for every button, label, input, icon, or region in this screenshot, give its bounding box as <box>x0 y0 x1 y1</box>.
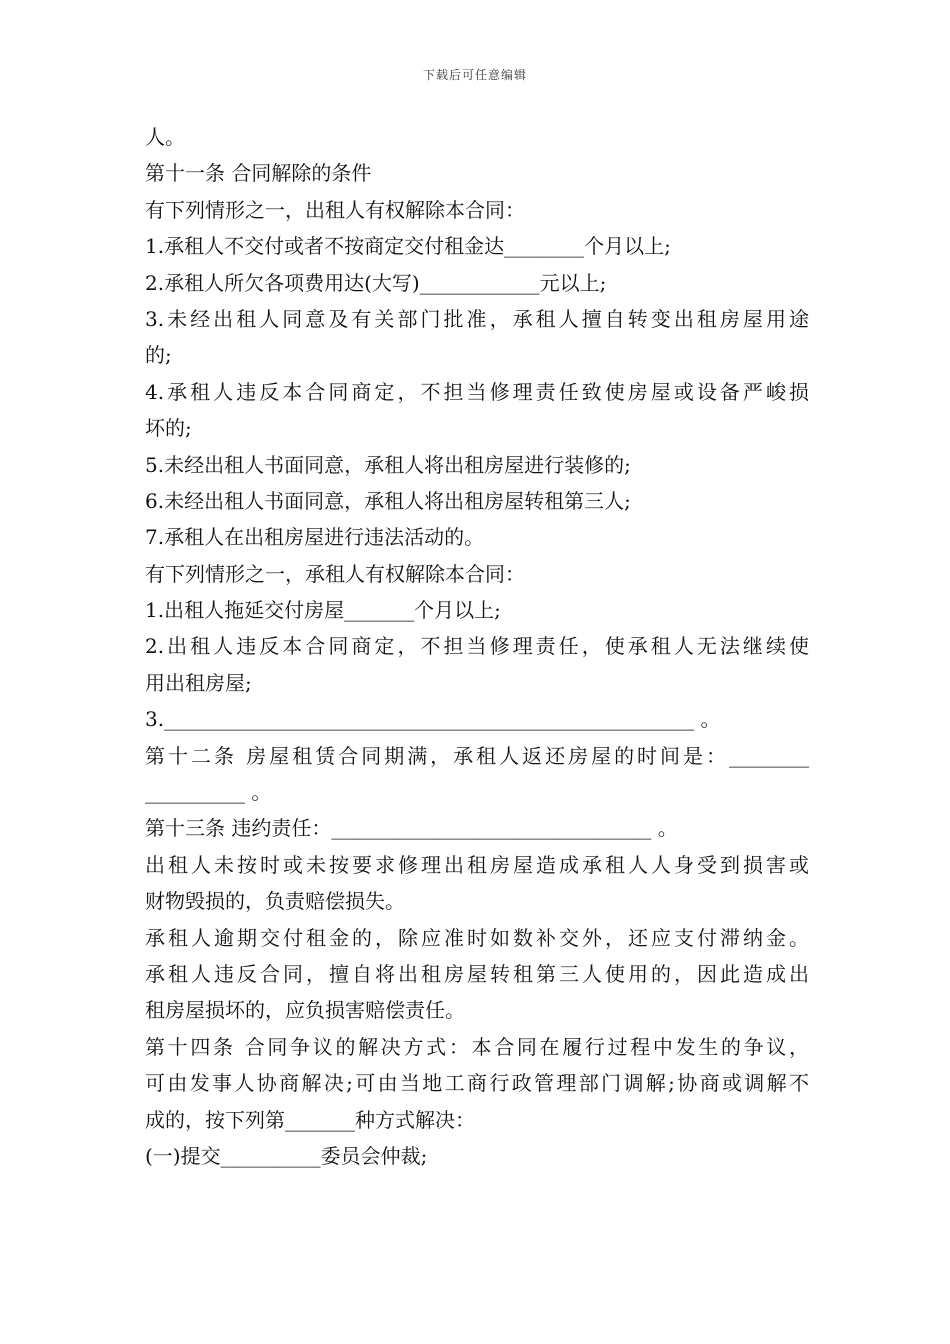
document-line: 5.未经出租人书面同意，承租人将出租房屋进行装修的; <box>145 452 631 477</box>
document-body <box>145 119 809 1174</box>
document-line: 第十四条 合同争议的解决方式：本合同在履行过程中发生的争议， <box>145 1034 809 1059</box>
document-line: 财物毁损的，负责赔偿损失。 <box>145 889 405 914</box>
page-header: 下载后可任意编辑 <box>422 68 527 82</box>
document-line: 可由发事人协商解决;可由当地工商行政管理部门调解;协商或调解不 <box>145 1071 809 1096</box>
document-line: 有下列情形之一，出租人有权解除本合同： <box>145 197 525 222</box>
document-line: __________ 。 <box>145 780 272 805</box>
document-line: 有下列情形之一，承租人有权解除本合同： <box>145 561 525 586</box>
document-line: 租房屋损坏的，应负损害赔偿责任。 <box>145 998 465 1023</box>
document-line: 承租人逾期交付租金的，除应准时如数补交外，还应支付滞纳金。 <box>145 925 809 950</box>
document-line: 承租人违反合同，擅自将出租房屋转租第三人使用的，因此造成出 <box>145 961 809 986</box>
document-line: (一)提交__________委员会仲裁; <box>145 1143 428 1168</box>
document-line: 坏的; <box>145 416 192 441</box>
document-line: 第十二条 房屋租赁合同期满，承租人返还房屋的时间是：________ <box>145 743 809 768</box>
document-line: 1.出租人拖延交付房屋_______个月以上; <box>145 598 501 623</box>
document-line: 成的，按下列第_______种方式解决： <box>145 1107 475 1132</box>
document-line: 人。 <box>145 125 185 149</box>
document-line: 1.承租人不交付或者不按商定交付租金达________个月以上; <box>145 234 671 259</box>
document-line: 2.承租人所欠各项费用达(大写)____________元以上; <box>145 270 607 295</box>
document-line: 4.承租人违反本合同商定，不担当修理责任致使房屋或设备严峻损 <box>145 379 809 404</box>
document-line: 2.出租人违反本合同商定，不担当修理责任，使承租人无法继续使 <box>145 634 809 659</box>
document-line: 7.承租人在出租房屋进行违法活动的。 <box>145 525 485 550</box>
document-line: 的; <box>145 343 172 368</box>
document-line: 第十一条 合同解除的条件 <box>145 161 372 186</box>
document-line: 出租人未按时或未按要求修理出租房屋造成承租人人身受到损害或 <box>145 852 809 877</box>
document-line: 3._____________________________________________________ 。 <box>145 707 721 732</box>
document-line: 3.未经出租人同意及有关部门批准，承租人擅自转变出租房屋用途 <box>145 306 809 331</box>
document-line: 6.未经出租人书面同意，承租人将出租房屋转租第三人; <box>145 488 631 513</box>
document-line: 第十三条 违约责任：________________________________ 。 <box>145 816 678 841</box>
document-line: 用出租房屋; <box>145 670 252 695</box>
